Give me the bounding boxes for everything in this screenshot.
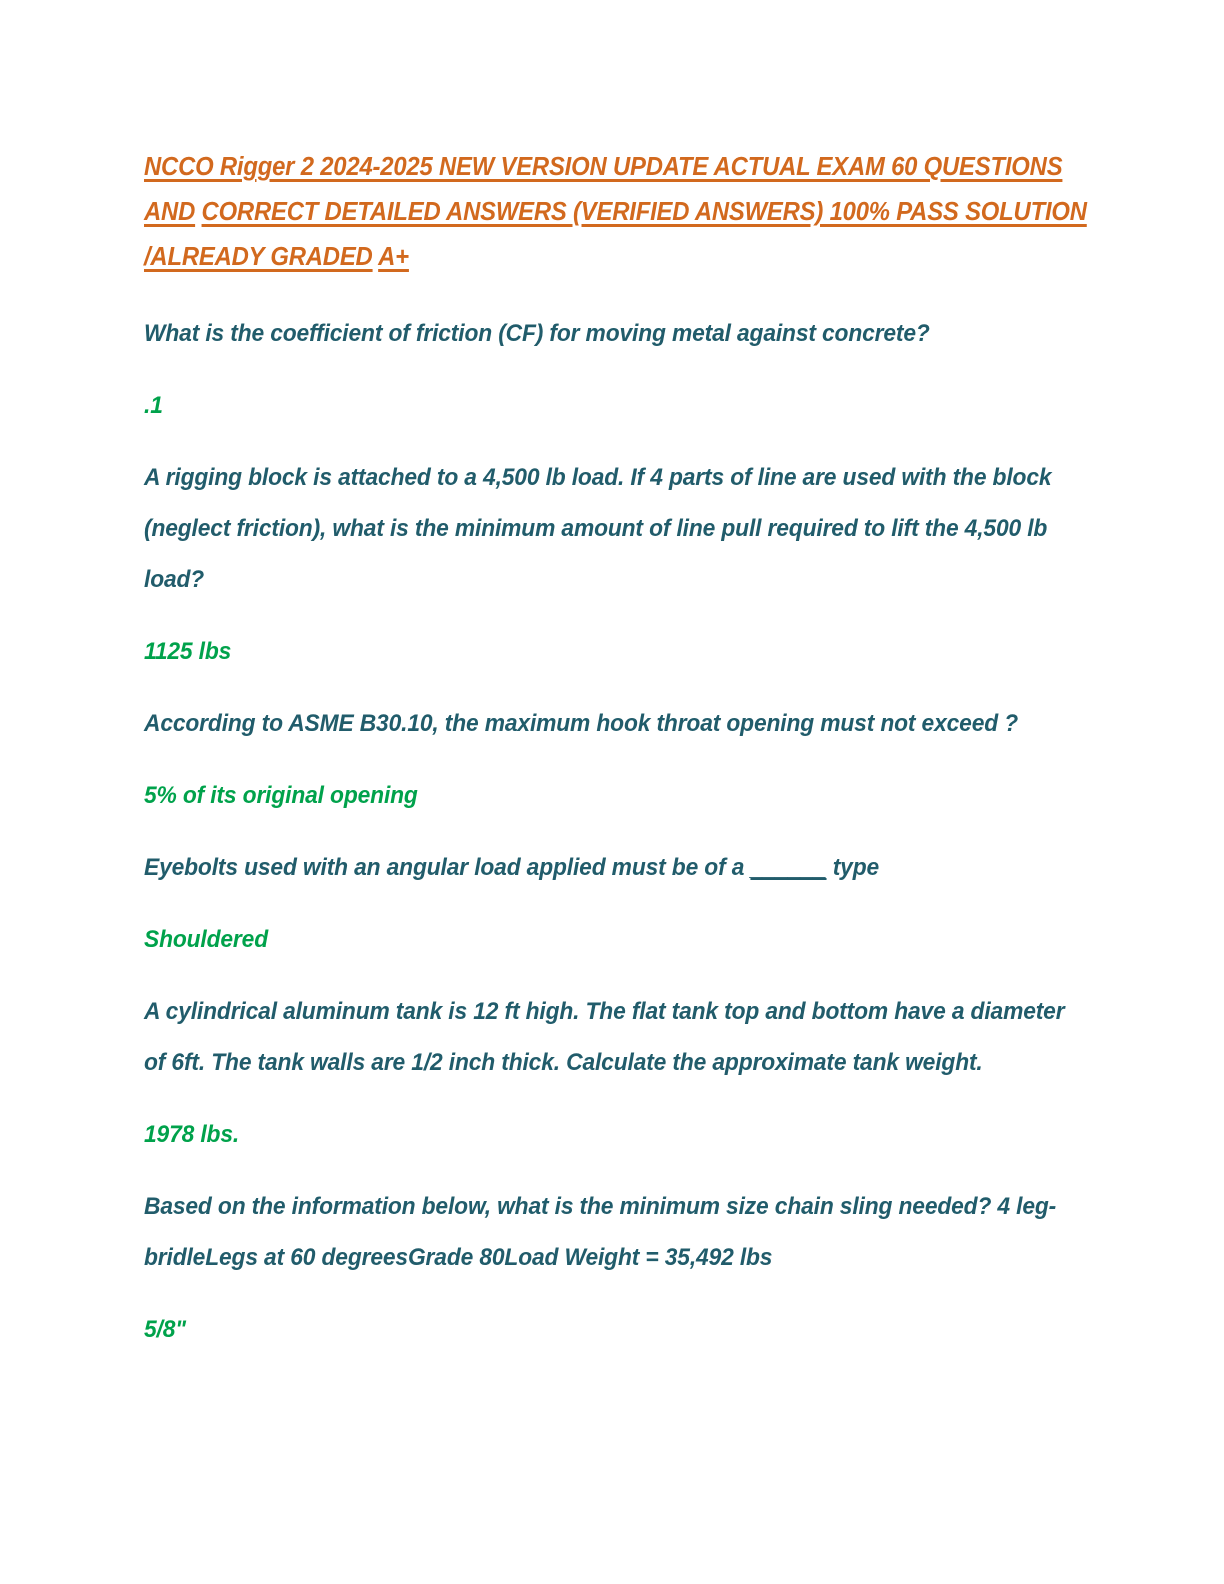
question-3: According to ASME B30.10, the maximum hook throat opening must not exceed ? [144,710,1018,737]
question-4-blank: ______ [750,854,827,881]
answer-2: 1125 lbs [144,638,232,665]
answer-1: .1 [144,392,163,419]
document-title-line-1: NCCO Rigger 2 2024-2025 NEW VERSION UPDATE ACTUAL EXAM 60 QUESTIONS AND [144,153,1063,226]
answer-5: 1978 lbs. [144,1121,240,1148]
question-4-prefix: Eyebolts used with an angular load applied must be of a [144,854,751,881]
document-title [144,145,1088,280]
question-4-suffix: type [826,854,880,881]
question-2: A rigging block is attached to a 4,500 lb load. If 4 parts of line are used with the block (neglect friction), what is the minimum amount of line pull required to lift the 4,500 lb load? [144,464,1052,593]
question-4 [144,842,1070,893]
question-1: What is the coefficient of friction (CF) for moving metal against concrete? [144,320,930,347]
document-title-line-2: CORRECT DETAILED ANSWERS (VERIFIED ANSWERS) 100% PASS SOLUTION /ALREADY GRADED [144,198,1087,271]
answer-4: Shouldered [144,926,268,953]
question-6: Based on the information below, what is the minimum size chain sling needed? 4 leg-bridleLegs at 60 degreesGrade 80Load Weight = 35,492 lbs [144,1193,1057,1271]
document-title-line-3: A+ [378,243,409,271]
question-5: A cylindrical aluminum tank is 12 ft high. The flat tank top and bottom have a diameter of 6ft. The tank walls are 1/2 inch thick. Calculate the approximate tank weight. [144,998,1065,1076]
answer-3: 5% of its original opening [144,782,418,809]
qa-list [144,308,1065,1355]
answer-6: 5/8" [144,1316,186,1343]
